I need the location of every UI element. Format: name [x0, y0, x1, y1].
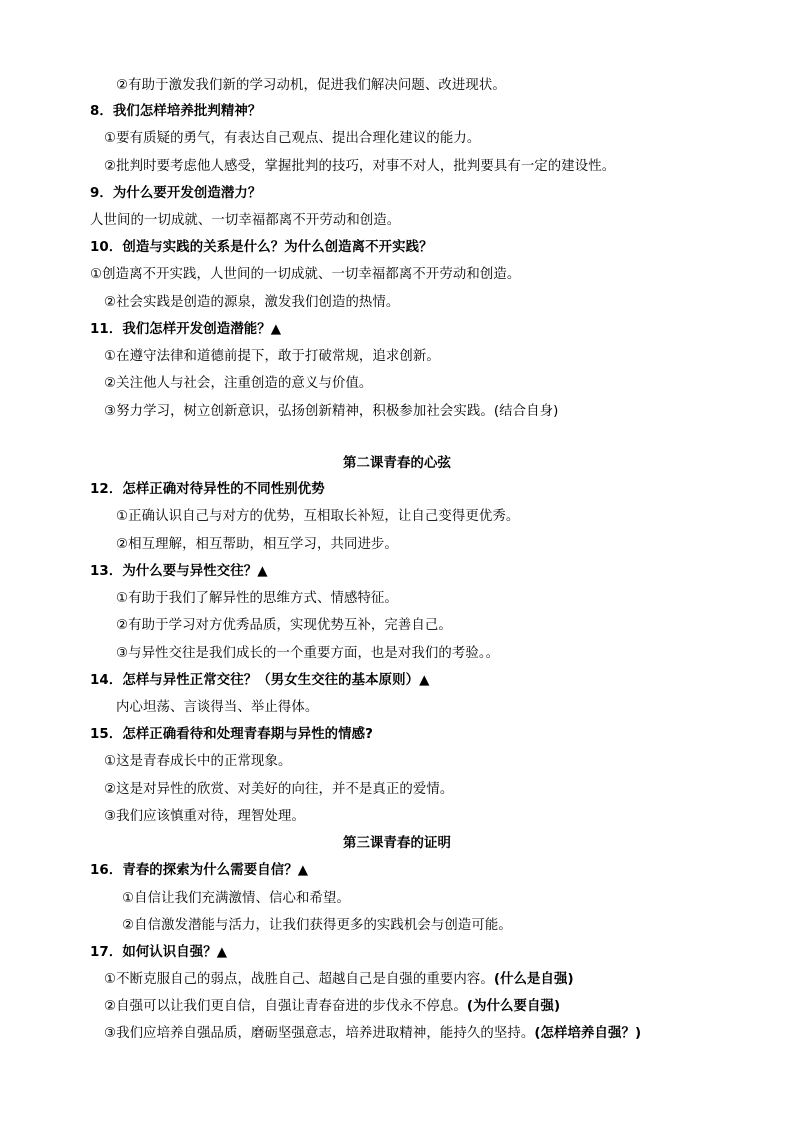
answer-line: 人世间的一切成就、一切幸福都离不开劳动和创造。 [90, 213, 401, 228]
answer-line: ①创造离不开实践，人世间的一切成就、一切幸福都离不开劳动和创造。 [90, 267, 521, 282]
question-line: 8．我们怎样培养批判精神？ [90, 104, 262, 119]
answer-line: ②关注他人与社会，注重创造的意义与价值。 [104, 376, 373, 391]
question-line: 16．青春的探索为什么需要自信？▲ [90, 863, 309, 878]
answer-line: ②批判时要考虑他人感受，掌握批判的技巧，对事不对人，批判要具有一定的建设性。 [104, 159, 616, 174]
answer-text: ①不断克服自己的弱点，战胜自己、超越自己是自强的重要内容。 [104, 972, 494, 987]
question-line: 12．怎样正确对待异性的不同性别优势 [90, 482, 325, 497]
answer-text: ②自强可以让我们更自信，自强让青春奋进的步伐永不停息。 [104, 999, 467, 1014]
answer-line: 内心坦荡、言谈得当、举止得体。 [116, 700, 319, 715]
answer-note: (什么是自强) [493, 972, 574, 987]
question-line: 17．如何认识自强？▲ [90, 945, 228, 960]
answer-line: ③努力学习，树立创新意识，弘扬创新精神，积极参加社会实践。(结合自身) [104, 404, 559, 419]
answer-line: ①在遵守法律和道德前提下，敢于打破常规，追求创新。 [104, 349, 440, 364]
answer-line: ③我们应该慎重对待，理智处理。 [104, 809, 305, 824]
answer-line [104, 971, 574, 989]
answer-line: ①这是青春成长中的正常现象。 [104, 754, 292, 769]
question-line: 9．为什么要开发创造潜力？ [90, 186, 262, 201]
answer-line [104, 1025, 641, 1043]
answer-line: ②自信激发潜能与活力，让我们获得更多的实践机会与创造可能。 [122, 918, 512, 933]
question-line: 15．怎样正确看待和处理青春期与异性的情感? [90, 727, 374, 742]
answer-note: (怎样培养自强？) [534, 1026, 642, 1041]
section-heading: 第三课青春的证明 [343, 836, 451, 851]
answer-line: ③与异性交往是我们成长的一个重要方面，也是对我们的考验。。 [116, 646, 500, 661]
answer-line: ②社会实践是创造的源泉，激发我们创造的热情。 [104, 295, 400, 310]
answer-note: (为什么要自强) [466, 999, 561, 1014]
answer-line: ①要有质疑的勇气，有表达自己观点、提出合理化建议的能力。 [104, 131, 481, 146]
question-line: 10．创造与实践的关系是什么？为什么创造离不开实践？ [90, 240, 433, 255]
answer-line: ②这是对异性的欣赏、对美好的向往，并不是真正的爱情。 [104, 782, 454, 797]
answer-line: ①自信让我们充满激情、信心和希望。 [122, 891, 350, 906]
answer-line: ①正确认识自己与对方的优势，互相取长补短，让自己变得更优秀。 [116, 509, 520, 524]
question-line: 13．为什么要与异性交往？▲ [90, 564, 268, 579]
answer-line [104, 998, 560, 1016]
answer-line: ②相互理解，相互帮助，相互学习，共同进步。 [116, 537, 398, 552]
answer-line: ②有助于学习对方优秀品质，实现优势互补，完善自己。 [116, 618, 452, 633]
answer-line: ②有助于激发我们新的学习动机，促进我们解决问题、改进现状。 [116, 78, 506, 93]
answer-line: ①有助于我们了解异性的思维方式、情感特征。 [116, 591, 398, 606]
section-heading: 第二课青春的心弦 [343, 456, 451, 471]
question-line: 11．我们怎样开发创造潜能？▲ [90, 322, 282, 337]
answer-text: ③我们应培养自强品质，磨砺坚强意志，培养进取精神，能持久的坚持。 [104, 1026, 535, 1041]
question-line: 14．怎样与异性正常交往？（男女生交往的基本原则）▲ [90, 673, 430, 688]
